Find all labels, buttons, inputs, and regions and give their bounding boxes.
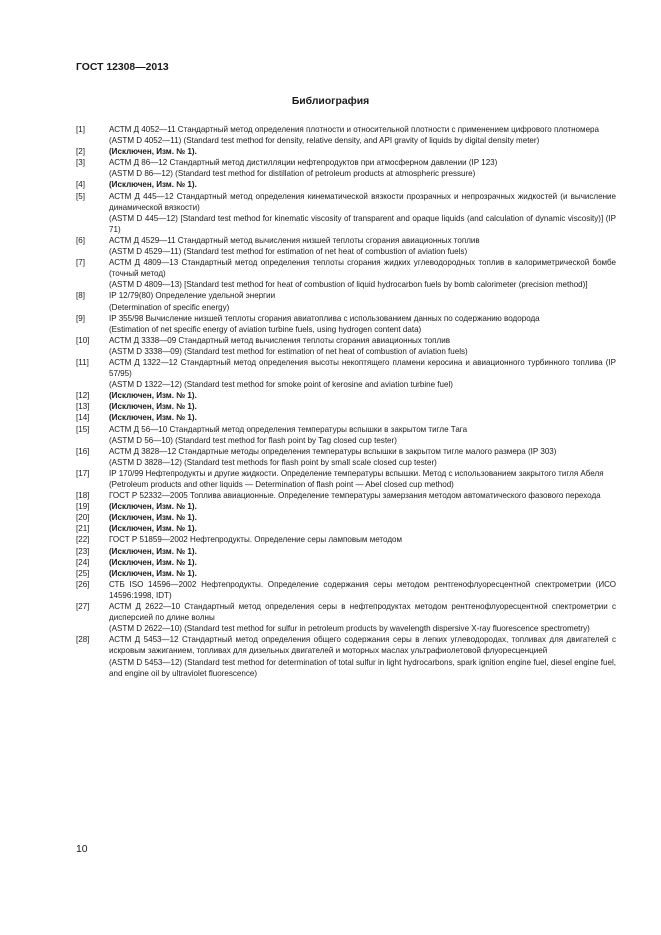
- entry-number: [24]: [76, 557, 90, 567]
- entry-number: [11]: [76, 357, 89, 367]
- entry-text-line: IP 12/79(80) Определение удельной энергии: [109, 291, 276, 301]
- entry-text: [109, 546, 616, 557]
- entry-text: [109, 179, 616, 190]
- entry-number: [9]: [76, 313, 85, 323]
- entry-text-line: (Исключен, Изм. № 1).: [109, 524, 197, 534]
- bibliography-entry: [76, 390, 616, 401]
- entry-text-line: АСТМ Д 1322—12 Стандартный метод определения высоты некоптящего пламени керосина и авиационного турбинного топлива (IP 57/95): [109, 357, 616, 379]
- bibliography-entry: [76, 146, 616, 157]
- entry-text-line: (Исключен, Изм. № 1).: [109, 546, 197, 556]
- entry-text-line: (ASTM D 4052—11) (Standard test method for density, relative density, and API gravity of liquids by digital density meter): [109, 136, 540, 146]
- entry-text-line: IP 170/99 Нефтепродукты и другие жидкости. Определение температуры вспышки. Метод с использованием закрытого тигля Абеля: [109, 468, 604, 478]
- entry-text-line: (Исключен, Изм. № 1).: [109, 402, 197, 412]
- bibliography-entry: [76, 523, 616, 534]
- entry-text-line: (Estimation of net specific energy of aviation turbine fuels, using hydrogen content data): [109, 324, 422, 334]
- entry-text-line: (Petroleum products and other liquids — Determination of flash point — Abel closed cup method): [109, 480, 454, 489]
- entry-text: [109, 257, 616, 290]
- entry-number: [14]: [76, 413, 90, 423]
- bibliography-entry: [76, 534, 616, 545]
- entry-text: [109, 390, 616, 401]
- entry-number: [21]: [76, 524, 90, 534]
- entry-text-line: АСТМ Д 3828—12 Стандартные методы определения температуры вспышки в закрытом тигле малого размера (IP 303): [109, 446, 557, 456]
- entry-text: [109, 579, 616, 601]
- page-number: 10: [76, 844, 88, 855]
- entry-number: [10]: [76, 335, 90, 345]
- entry-text-line: (ASTM D 445—12) [Standard test method for kinematic viscosity of transparent and opaque liquids (and calculation of dynamic viscosity)] (IP 71): [109, 213, 616, 234]
- entry-text: [109, 512, 616, 523]
- bibliography-entry: [76, 634, 616, 678]
- entry-number: [23]: [76, 546, 90, 556]
- entry-text: [109, 191, 616, 235]
- entry-text-line: АСТМ Д 445—12 Стандартный метод определения кинематической вязкости прозрачных и непрозрачных жидкостей (и вычисление динамической вязкости): [109, 191, 616, 212]
- entry-text-line: (Исключен, Изм. № 1).: [109, 147, 197, 157]
- entry-text: [109, 424, 616, 446]
- entry-text-line: АСТМ Д 56—10 Стандартный метод определения температуры вспышки в закрытом тигле Тага: [109, 424, 468, 434]
- bibliography-entry: [76, 313, 616, 335]
- entry-text-line: ГОСТ Р 52332—2005 Топлива авиационные. Определение температуры замерзания методом автоматического фазового перехода: [109, 491, 601, 501]
- bibliography-entry: [76, 191, 616, 235]
- entry-number: [26]: [76, 579, 90, 589]
- entry-text-line: (ASTM D 2622—10) (Standard test method for sulfur in petroleum products by wavelength dispersive X-ray fluorescence spectrometry): [109, 624, 590, 634]
- entry-text: [109, 534, 616, 545]
- entry-text: [109, 634, 616, 678]
- bibliography-entry: [76, 257, 616, 290]
- entry-text-line: (Исключен, Изм. № 1).: [109, 502, 197, 512]
- entry-text-line: (Исключен, Изм. № 1).: [109, 513, 197, 523]
- entry-text-line: (ASTM D 3828—12) (Standard test methods for flash point by small scale closed cup tester): [109, 457, 437, 467]
- entry-number: [25]: [76, 568, 90, 578]
- entry-text: [109, 446, 616, 468]
- entry-number: [15]: [76, 424, 90, 434]
- entry-number: [2]: [76, 147, 85, 157]
- entry-text-line: АСТМ Д 4529—11 Стандартный метод вычисления низшей теплоты сгорания авиационных топлив: [109, 235, 480, 245]
- bibliography-entry: [76, 290, 616, 312]
- entry-number: [5]: [76, 191, 85, 201]
- entry-text: [109, 335, 616, 357]
- bibliography-entry: [76, 579, 616, 601]
- entry-number: [3]: [76, 158, 85, 168]
- entry-text: [109, 290, 616, 312]
- bibliography-entry: [76, 512, 616, 523]
- entry-number: [22]: [76, 535, 90, 545]
- entry-text-line: АСТМ Д 2622—10 Стандартный метод определения серы в нефтепродуктах методом рентгенофлуоресцентной спектрометрии с дисперсией по длине волны: [109, 602, 616, 623]
- entry-text-line: (Исключен, Изм. № 1).: [109, 413, 197, 423]
- entry-text-line: (ASTM D 1322—12) (Standard test method for smoke point of kerosine and aviation turbine fuel): [109, 380, 453, 390]
- entry-text: [109, 313, 616, 335]
- entry-number: [20]: [76, 513, 90, 523]
- bibliography-title: Библиография: [291, 96, 370, 107]
- entry-number: [1]: [76, 125, 85, 134]
- entry-text: [109, 357, 616, 390]
- bibliography-entry: [76, 424, 616, 446]
- entry-number: [16]: [76, 446, 90, 456]
- bibliography-entry: [76, 568, 616, 579]
- entry-text-line: АСТМ Д 5453—12 Стандартный метод определения общего содержания серы в легких углеводородах, топливах для двигателей с искровым зажиганием, топливах для дизельных двигателей и моторных маслах ультрафиолетовой флуоресценцией: [109, 635, 616, 656]
- bibliography-entry: [76, 335, 616, 357]
- entry-text-line: ГОСТ Р 51859—2002 Нефтепродукты. Определение серы ламповым методом: [109, 535, 403, 545]
- bibliography-entry: [76, 468, 616, 490]
- entry-number: [18]: [76, 491, 90, 501]
- entry-number: [8]: [76, 291, 85, 301]
- entry-number: [19]: [76, 502, 90, 512]
- entry-text-line: (Исключен, Изм. № 1).: [109, 557, 197, 567]
- entry-text: [109, 401, 616, 412]
- entry-number: [27]: [76, 602, 90, 612]
- entry-number: [13]: [76, 402, 90, 412]
- entry-text-line: АСТМ Д 4052—11 Стандартный метод определения плотности и относительной плотности с применением цифрового плотномера: [109, 125, 599, 134]
- entry-number: [7]: [76, 258, 85, 268]
- entry-text-line: (ASTM D 86—12) (Standard test method for distillation of petroleum products at atmospheric pressure): [109, 169, 476, 179]
- entry-number: [28]: [76, 635, 90, 645]
- entry-text: [109, 124, 616, 146]
- bibliography-entry: [76, 357, 616, 390]
- entry-text-line: (Исключен, Изм. № 1).: [109, 568, 197, 578]
- entry-text-line: АСТМ Д 4809—13 Стандартный метод определения теплоты сгорания жидких углеводородных топлив в калориметрической бомбе (точный метод): [109, 258, 616, 279]
- entry-text: [109, 501, 616, 512]
- entry-text-line: АСТМ Д 3338—09 Стандартный метод вычисления теплоты сгорания авиационных топлив: [109, 335, 450, 345]
- entry-number: [12]: [76, 391, 90, 401]
- bibliography-entry: [76, 179, 616, 190]
- bibliography-entry: [76, 546, 616, 557]
- entry-number: [4]: [76, 180, 85, 190]
- bibliography-entry: [76, 557, 616, 568]
- entry-text: [109, 157, 616, 179]
- entry-text: [109, 468, 616, 490]
- entry-number: [17]: [76, 468, 90, 478]
- entry-text: [109, 568, 616, 579]
- entry-text-line: (ASTM D 5453—12) (Standard test method for determination of total sulfur in light hydrocarbons, spark ignition engine fuel, diesel engine fuel, and engine oil by ultraviolet fluorescence): [109, 657, 616, 678]
- bibliography-entry: [76, 157, 616, 179]
- bibliography-entry: [76, 490, 616, 501]
- entry-text-line: СТБ ISO 14596—2002 Нефтепродукты. Определение содержания серы методом рентгенофлуоресцентной спектрометрии (ИСО 14596:1998, IDT): [109, 579, 616, 600]
- entry-text-line: АСТМ Д 86—12 Стандартный метод дистилляции нефтепродуктов при атмосферном давлении (IP 123): [109, 158, 498, 168]
- bibliography-entry: [76, 601, 616, 634]
- entry-text-line: (Исключен, Изм. № 1).: [109, 180, 197, 190]
- bibliography-entry: [76, 235, 616, 257]
- entry-text: [109, 523, 616, 534]
- entry-text-line: (ASTM D 4529—11) (Standard test method for estimation of net heat of combustion of aviation fuels): [109, 247, 468, 257]
- entry-text: [109, 412, 616, 423]
- entry-number: [6]: [76, 235, 85, 245]
- entry-text: [109, 235, 616, 257]
- entry-text-line: (ASTM D 3338—09) (Standard test method for estimation of net heat of combustion of aviation fuels): [109, 346, 468, 356]
- entry-text-line: (ASTM D 56—10) (Standard test method for flash point by Tag closed cup tester): [109, 435, 397, 445]
- entry-text-line: (Determination of specific energy): [109, 302, 230, 312]
- entry-text: [109, 557, 616, 568]
- bibliography-entry: [76, 501, 616, 512]
- bibliography-entry: [76, 446, 616, 468]
- entry-text: [109, 490, 616, 501]
- entry-text-line: (ASTM D 4809—13) [Standard test method for heat of combustion of liquid hydrocarbon fuels by bomb calorimeter (precision method)]: [109, 280, 588, 290]
- bibliography-entry: [76, 124, 616, 146]
- bibliography-entry: [76, 401, 616, 412]
- entry-text: [109, 146, 616, 157]
- bibliography-entry: [76, 412, 616, 423]
- entry-text: [109, 601, 616, 634]
- bibliography-list: [76, 124, 616, 679]
- entry-text-line: (Исключен, Изм. № 1).: [109, 391, 197, 401]
- document-header: ГОСТ 12308—2013: [76, 62, 169, 73]
- entry-text-line: IP 355/98 Вычисление низшей теплоты сгорания авиатоплива с использованием данных по содержанию водорода: [109, 313, 540, 323]
